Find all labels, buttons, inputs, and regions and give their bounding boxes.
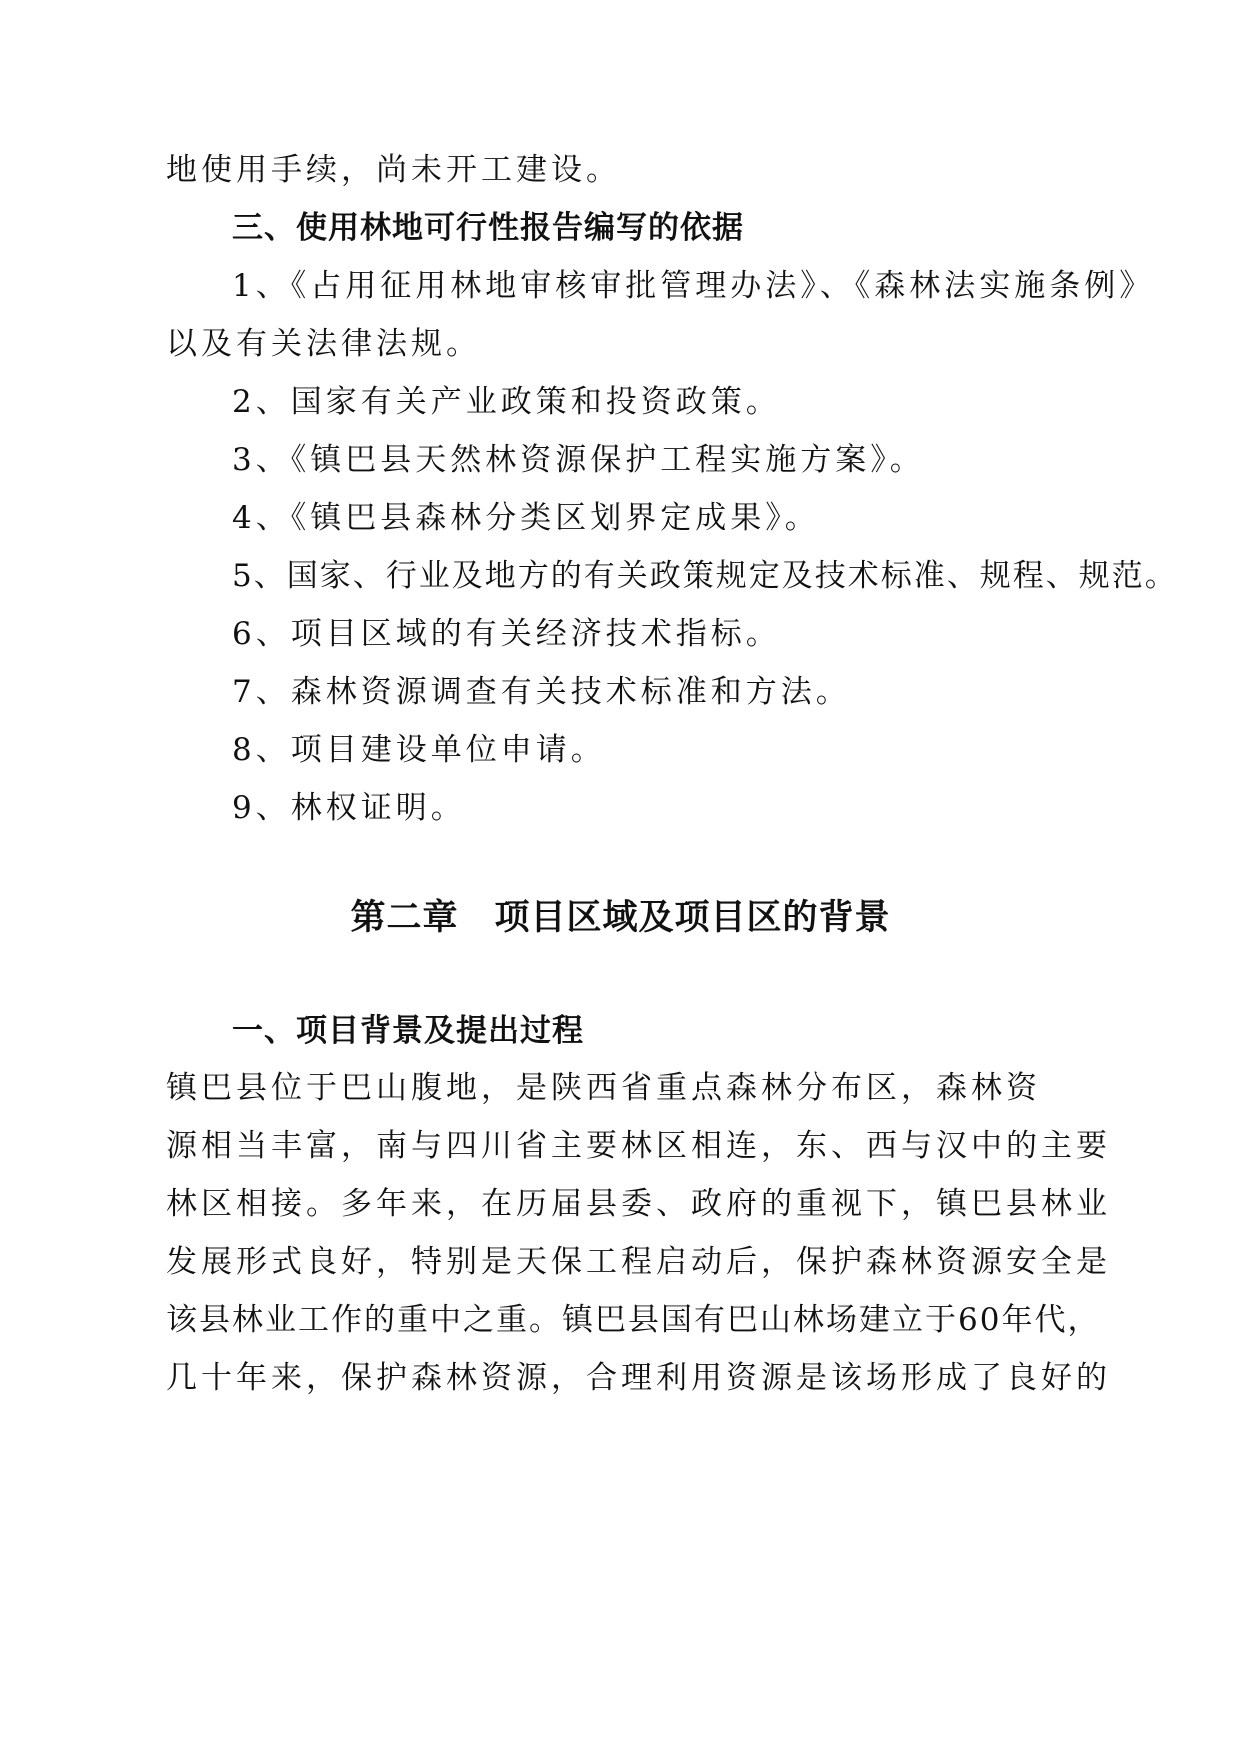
list-item: 9、林权证明。 bbox=[232, 790, 466, 826]
list-item: 2、国家有关产业政策和投资政策。 bbox=[232, 384, 781, 420]
paragraph-line: 发展形式良好，特别是天保工程启动后，保护森林资源安全是 bbox=[166, 1244, 1111, 1280]
body-text-line: 地使用手续，尚未开工建设。 bbox=[166, 152, 621, 188]
list-item: 6、项目区域的有关经济技术指标。 bbox=[232, 616, 781, 652]
list-item: 7、森林资源调查有关技术标准和方法。 bbox=[232, 674, 851, 710]
paragraph-line: 林区相接。多年来，在历届县委、政府的重视下，镇巴县林业 bbox=[166, 1186, 1111, 1222]
section-heading: 三、使用林地可行性报告编写的依据 bbox=[232, 210, 744, 246]
list-item: 5、国家、行业及地方的有关政策规定及技术标准、规程、规范。 bbox=[232, 558, 1178, 594]
list-item: 4、《镇巴县森林分类区划界定成果》。 bbox=[232, 500, 820, 536]
paragraph-line: 该县林业工作的重中之重。镇巴县国有巴山林场建立于60年代， bbox=[166, 1302, 1101, 1338]
paragraph-line: 源相当丰富，南与四川省主要林区相连，东、西与汉中的主要 bbox=[166, 1128, 1111, 1164]
chapter-title: 第二章 项目区域及项目区的背景 bbox=[350, 898, 891, 938]
paragraph-line: 几十年来，保护森林资源，合理利用资源是该场形成了良好的 bbox=[166, 1360, 1111, 1396]
list-item-continuation: 以及有关法律法规。 bbox=[166, 326, 481, 362]
list-item: 3、《镇巴县天然林资源保护工程实施方案》。 bbox=[232, 442, 925, 478]
list-item: 1、《占用征用林地审核审批管理办法》、《森林法实施条例》 bbox=[232, 268, 1155, 304]
list-item: 8、项目建设单位申请。 bbox=[232, 732, 606, 768]
section-heading: 一、项目背景及提出过程 bbox=[232, 1013, 584, 1049]
paragraph-line: 镇巴县位于巴山腹地，是陕西省重点森林分布区，森林资 bbox=[166, 1070, 1041, 1106]
